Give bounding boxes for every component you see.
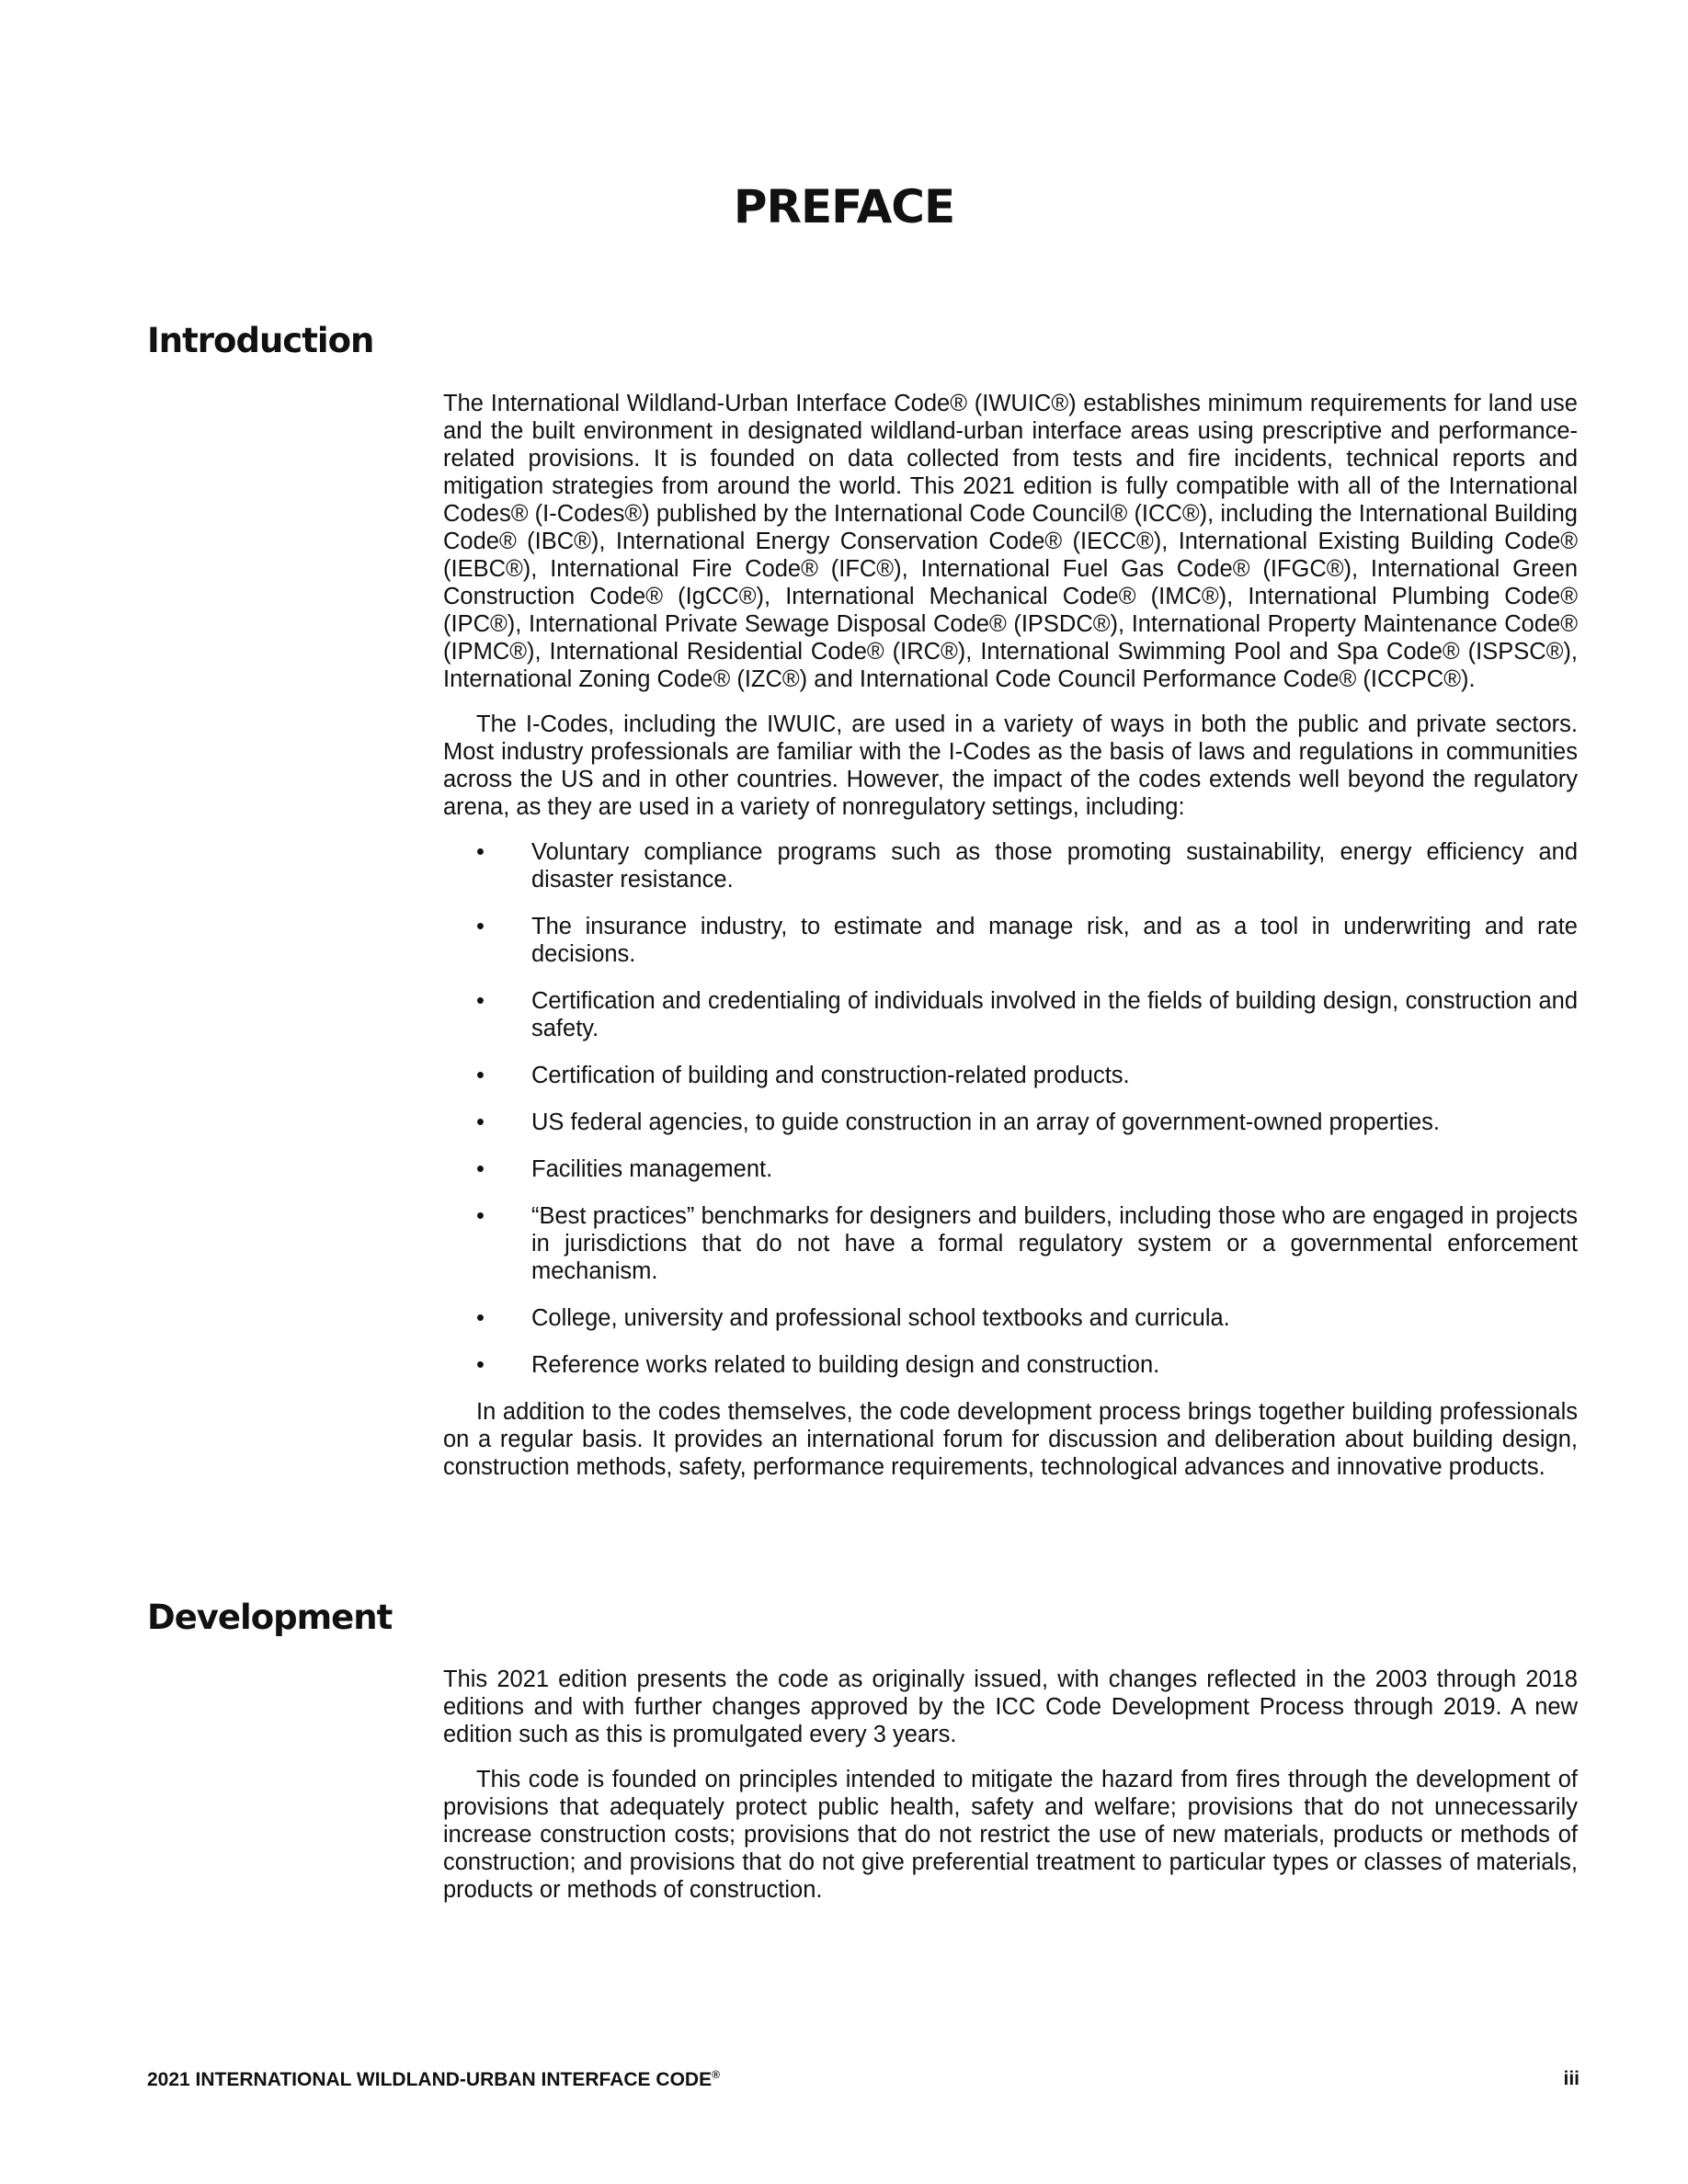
list-item-text: Voluntary compliance programs such as those promoting sustainability, energy efficiency and disaster resistance. — [531, 839, 1578, 893]
list-item-text: “Best practices” benchmarks for designers and builders, including those who are engaged in projects in jurisdictions that do not have a formal regulatory system or a governmental enforcement mechanism. — [531, 1203, 1578, 1284]
list-item — [443, 1351, 1578, 1379]
section-heading-development: Development — [147, 1598, 393, 1637]
bullet-icon: • — [476, 1063, 485, 1088]
list-item-text: Facilities management. — [531, 1156, 773, 1182]
usage-list — [443, 838, 1578, 1379]
section-heading-introduction: Introduction — [147, 321, 374, 360]
list-item — [443, 1202, 1578, 1285]
list-item-text: Certification of building and construction-related products. — [531, 1063, 1130, 1088]
list-item-text: The insurance industry, to estimate and manage risk, and as a tool in underwriting and rate decisions. — [531, 914, 1578, 967]
list-item — [443, 1062, 1578, 1089]
list-item — [443, 1109, 1578, 1136]
bullet-icon: • — [476, 1203, 485, 1229]
introduction-closing-paragraph: In addition to the codes themselves, the code development process brings together building professionals on a regular basis. It provides an international forum for discussion and deliberation about building design, construction methods, safety, performance requirements, technological advances and innovative products. — [443, 1399, 1578, 1480]
footer-title-text: 2021 INTERNATIONAL WILDLAND-URBAN INTERFACE CODE — [147, 2069, 713, 2090]
list-item — [443, 1155, 1578, 1183]
development-paragraph: This code is founded on principles intended to mitigate the hazard from fires through the development of provisions that adequately protect public health, safety and welfare; provisions that do not unnecessarily increase construction costs; provisions that do not restrict the use of new materials, products or methods of construction; and provisions that do not give preferential treatment to particular types or classes of materials, products or methods of construction. — [443, 1767, 1578, 1903]
introduction-paragraph: The International Wildland-Urban Interface Code® (IWUIC®) establishes minimum requirements for land use and the built environment in designated wildland-urban interface areas using prescriptive and performance-related provisions. It is founded on data collected from tests and fire incidents, technical reports and mitigation strategies from around the world. This 2021 edition is fully compatible with all of the International Codes® (I-Codes®) published by the International Code Council® (ICC®), including the International Building Code® (IBC®), International Energy Conservation Code® (IECC®), International Existing Building Code® (IEBC®), International Fire Code® (IFC®), International Fuel Gas Code® (IFGC®), International Green Construction Code® (IgCC®), International Mechanical Code® (IMC®), International Plumbing Code® (IPC®), International Private Sewage Disposal Code® (IPSDC®), International Property Maintenance Code® (IPMC®), International Residential Code® (IRC®), International Swimming Pool and Spa Code® (ISPSC®), International Zoning Code® (IZC®) and International Code Council Performance Code® (ICCPC®). — [443, 391, 1578, 692]
footer-registered-mark: ® — [712, 2068, 720, 2081]
list-item — [443, 838, 1578, 893]
introduction-body — [443, 390, 1578, 1498]
list-item-text: Certification and credentialing of individuals involved in the fields of building design, construction and safety. — [531, 988, 1578, 1041]
bullet-icon: • — [476, 839, 485, 865]
list-item — [443, 913, 1578, 968]
page-title: PREFACE — [733, 180, 955, 233]
list-item-text: US federal agencies, to guide construction in an array of government-owned properties. — [531, 1109, 1440, 1135]
development-paragraph: This 2021 edition presents the code as originally issued, with changes reflected in the 2003 through 2018 editions and with further changes approved by the ICC Code Development Process through 2019. A new edition such as this is promulgated every 3 years. — [443, 1666, 1578, 1747]
list-item-text: Reference works related to building design and construction. — [531, 1352, 1160, 1378]
footer-title — [147, 2068, 720, 2091]
bullet-icon: • — [476, 1156, 485, 1182]
introduction-paragraph: The I-Codes, including the IWUIC, are used in a variety of ways in both the public and private sectors. Most industry professionals are familiar with the I-Codes as the basis of laws and regulations in communities across the US and in other countries. However, the impact of the codes extends well beyond the regulatory arena, as they are used in a variety of nonregulatory settings, including: — [443, 711, 1578, 820]
bullet-icon: • — [476, 914, 485, 939]
page-number: iii — [1563, 2068, 1580, 2089]
bullet-icon: • — [476, 1109, 485, 1135]
list-item — [443, 987, 1578, 1042]
bullet-icon: • — [476, 1352, 485, 1378]
bullet-icon: • — [476, 1305, 485, 1331]
bullet-icon: • — [476, 988, 485, 1014]
list-item-text: College, university and professional school textbooks and curricula. — [531, 1305, 1230, 1331]
development-body — [443, 1666, 1578, 1921]
list-item — [443, 1304, 1578, 1332]
